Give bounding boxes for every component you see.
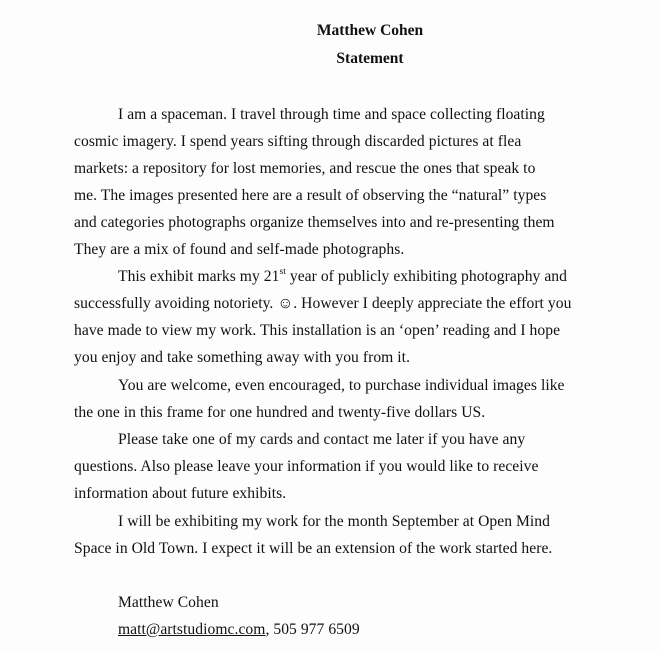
paragraph-2-line-2: successfully avoiding notoriety. ☺. However I deeply appreciate the effort you	[74, 295, 572, 312]
paragraph-5-line-2: Space in Old Town. I expect it will be an extension of the work started here.	[74, 540, 553, 557]
paragraph-1-line-2: cosmic imagery. I spend years sifting through discarded pictures at flea	[74, 133, 522, 150]
paragraph-2-line-3: have made to view my work. This installation is an ‘open’ reading and I hope	[74, 322, 561, 339]
paragraph-3-line-2: the one in this frame for one hundred and twenty-five dollars US.	[74, 404, 486, 421]
paragraph-4-line-2: questions. Also please leave your information if you would like to receive	[74, 458, 539, 475]
paragraph-2-text-end: year of publicly exhibiting photography and	[285, 268, 567, 285]
ordinal-suffix: st	[279, 266, 286, 277]
phone-number: , 505 977 6509	[265, 621, 360, 638]
paragraph-2-line-1	[118, 267, 567, 287]
paragraph-2-line-4: you enjoy and take something away with you from it.	[74, 349, 411, 366]
paragraph-1-line-3: markets: a repository for lost memories, and rescue the ones that speak to	[74, 160, 536, 177]
paragraph-2-text-start: This exhibit marks my 21	[118, 268, 280, 285]
signature-name: Matthew Cohen	[118, 594, 219, 611]
contact-line	[118, 620, 360, 640]
author-heading: Matthew Cohen	[316, 22, 424, 39]
statement-title: Statement	[336, 50, 404, 67]
paragraph-4-line-3: information about future exhibits.	[74, 485, 287, 502]
paragraph-1-line-6: They are a mix of found and self-made photographs.	[74, 241, 405, 258]
paragraph-3-line-1: You are welcome, even encouraged, to purchase individual images like	[118, 377, 565, 394]
paragraph-1-line-4: me. The images presented here are a result of observing the “natural” types	[74, 187, 547, 204]
paragraph-1-line-1: I am a spaceman. I travel through time and space collecting floating	[118, 106, 545, 123]
paragraph-1-line-5: and categories photographs organize themselves into and re-presenting them	[74, 214, 555, 231]
email-link[interactable]: matt@artstudiomc.com	[118, 621, 266, 638]
paragraph-4-line-1: Please take one of my cards and contact me later if you have any	[118, 431, 526, 448]
paragraph-5-line-1: I will be exhibiting my work for the month September at Open Mind	[118, 513, 551, 530]
